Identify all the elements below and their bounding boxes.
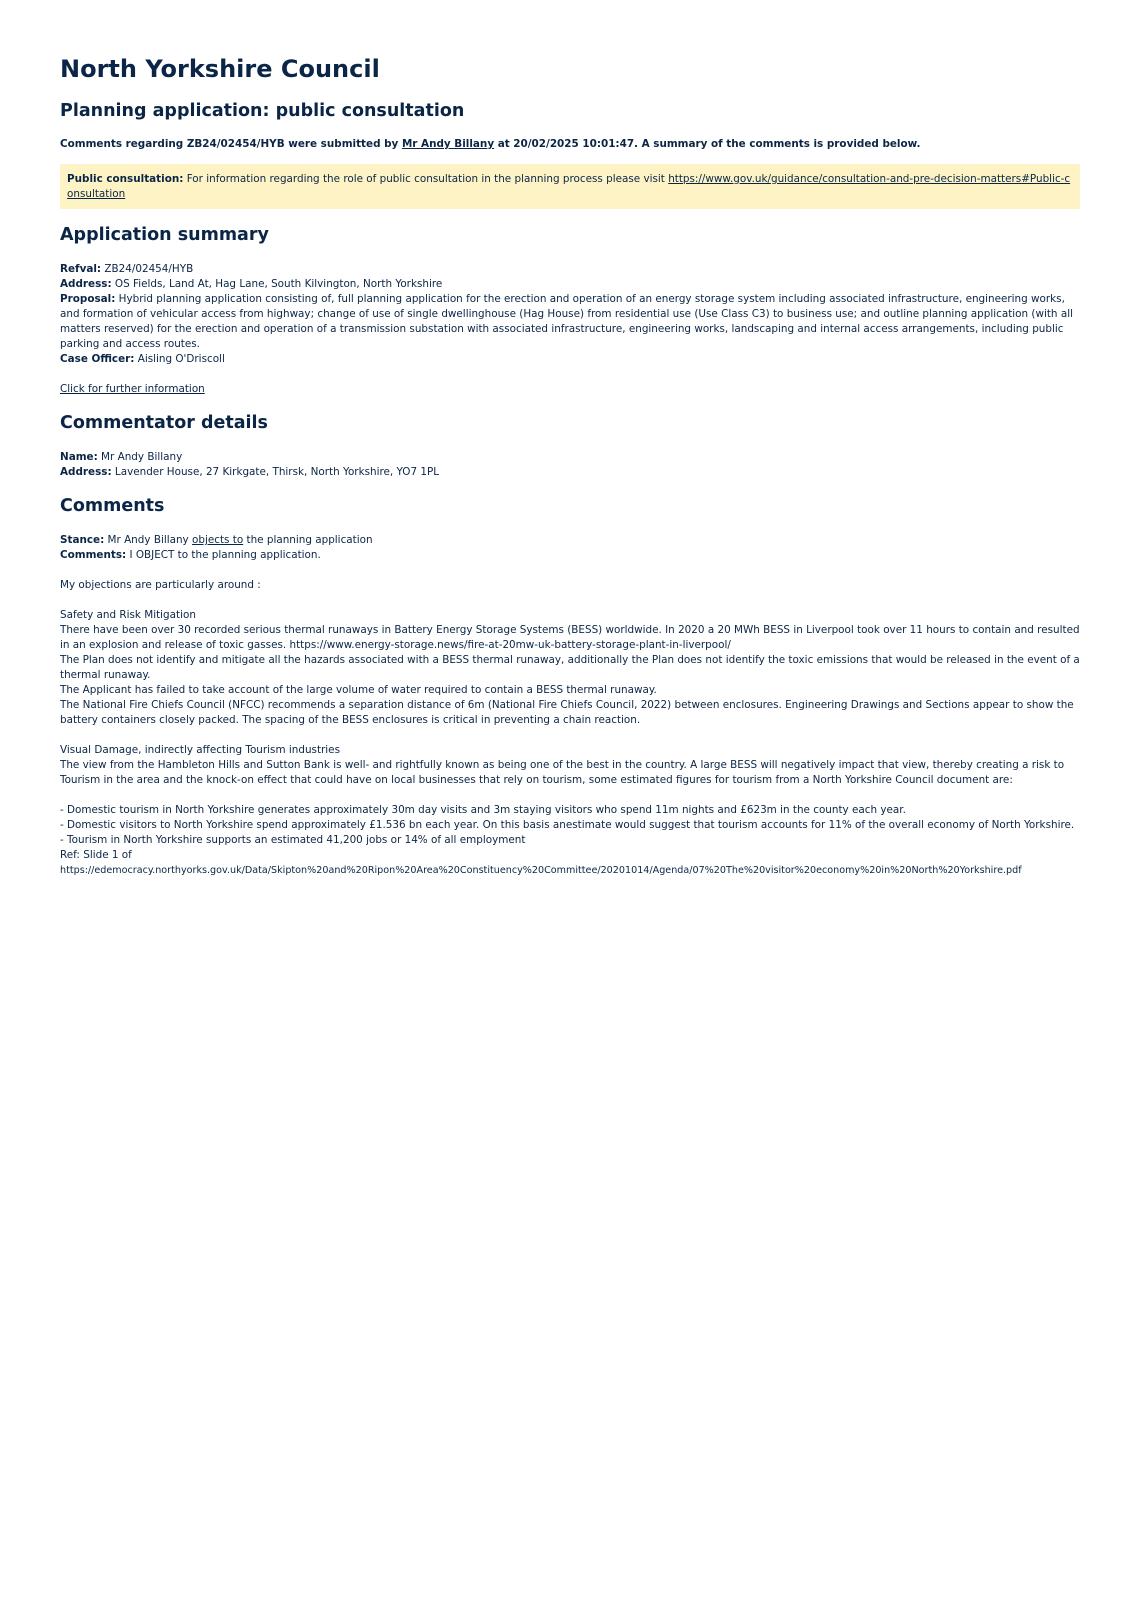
address-value: OS Fields, Land At, Hag Lane, South Kilvington, North Yorkshire	[111, 278, 443, 290]
address-label: Address:	[60, 278, 112, 290]
reference-label: Ref: Slide 1 of	[60, 849, 132, 861]
objections-intro: My objections are particularly around :	[60, 579, 261, 591]
commentator-name-value: Mr Andy Billany	[97, 451, 183, 463]
further-information-link[interactable]: Click for further information	[60, 383, 205, 395]
proposal-line	[60, 292, 1080, 352]
safety-heading: Safety and Risk Mitigation	[60, 609, 196, 621]
application-summary	[60, 262, 1080, 397]
refval-value: ZB24/02454/HYB	[101, 263, 194, 275]
visual-paragraph-1: The view from the Hambleton Hills and Sutton Bank is well- and rightfully known as being one of the best in the country. A large BESS will negatively impact that view, thereby creating a risk to Tourism in the area and the knock-on effect that could have on local businesses that rely on tourism, some estimated figures for tourism from a North Yorkshire Council document are:	[60, 759, 1065, 786]
refval-line	[60, 262, 1080, 277]
proposal-value: Hybrid planning application consisting of, full planning application for the erection and operation of an energy storage system including associated infrastructure, engineering works, and formation of vehicular access from highway; change of use of single dwellinghouse (Hag House) from residential use (Use Class C3) to business use; and outline planning application (with all matters reserved) for the erection and operation of a transmission substation with associated infrastructure, engineering works, landscaping and internal access arrangements, including public parking and access routes.	[60, 293, 1073, 350]
submission-line	[60, 137, 1080, 152]
further-info-line	[60, 382, 1080, 397]
notice-label: Public consultation:	[67, 173, 184, 185]
public-consultation-notice	[60, 164, 1080, 209]
address-line	[60, 277, 1080, 292]
stance-line	[60, 533, 1080, 548]
comments-line	[60, 548, 1080, 563]
reference-url: https://edemocracy.northyorks.gov.uk/Data/Skipton%20and%20Ripon%20Area%20Constituency%20Committee/20201014/Agenda/07%20The%20visitor%20economy%20in%20North%20Yorkshire.pdf	[60, 865, 1022, 876]
commentator-details-heading: Commentator details	[60, 413, 268, 433]
comments-intro: I OBJECT to the planning application.	[126, 549, 321, 561]
tourism-bullet-1: - Domestic tourism in North Yorkshire generates approximately 30m day visits and 3m staying visitors who spend 11m nights and £623m in the county each year.	[60, 804, 906, 816]
comments-body	[60, 533, 1080, 878]
comments-label: Comments:	[60, 549, 127, 561]
notice-body: For information regarding the role of public consultation in the planning process please visit	[183, 173, 669, 185]
visual-heading: Visual Damage, indirectly affecting Tourism industries	[60, 744, 340, 756]
refval-label: Refval:	[60, 263, 102, 275]
commentator-name-label: Name:	[60, 451, 98, 463]
safety-paragraph-2: The Plan does not identify and mitigate all the hazards associated with a BESS thermal runaway, additionally the Plan does not identify the toxic emissions that would be released in the event of a thermal runaway.	[60, 654, 1080, 681]
stance-suffix: the planning application	[243, 534, 373, 546]
case-officer-label: Case Officer:	[60, 353, 135, 365]
notice-text	[67, 172, 1072, 202]
comments-heading: Comments	[60, 496, 165, 516]
stance-label: Stance:	[60, 534, 105, 546]
stance-link[interactable]: objects to	[192, 534, 244, 546]
case-officer-value: Aisling O'Driscoll	[134, 353, 225, 365]
commentator-name-line	[60, 450, 1080, 465]
stance-prefix: Mr Andy Billany	[104, 534, 193, 546]
commentator-details	[60, 450, 1080, 480]
submission-prefix: Comments regarding ZB24/02454/HYB were submitted by	[60, 138, 402, 150]
commentator-address-label: Address:	[60, 466, 112, 478]
safety-paragraph-1: There have been over 30 recorded serious thermal runaways in Battery Energy Storage Systems (BESS) worldwide. In 2020 a 20 MWh BESS in Liverpool took over 11 hours to contain and resulted in an explosion and release of toxic gasses. https://www.energy-storage.news/fire-at-20mw-uk-battery-storage-plant-in-liverpool/	[60, 624, 1080, 651]
commentator-address-value: Lavender House, 27 Kirkgate, Thirsk, North Yorkshire, YO7 1PL	[111, 466, 440, 478]
proposal-label: Proposal:	[60, 293, 116, 305]
submission-suffix: at 20/02/2025 10:01:47. A summary of the comments is provided below.	[494, 138, 921, 150]
page-subtitle: Planning application: public consultation	[60, 101, 465, 121]
commentator-link[interactable]: Mr Andy Billany	[401, 138, 495, 150]
application-summary-heading: Application summary	[60, 225, 269, 245]
tourism-bullet-2: - Domestic visitors to North Yorkshire spend approximately £1.536 bn each year. On this basis anestimate would suggest that tourism accounts for 11% of the overall economy of North Yorkshire.	[60, 819, 1075, 831]
tourism-bullet-3: - Tourism in North Yorkshire supports an estimated 41,200 jobs or 14% of all employment	[60, 834, 526, 846]
council-title: North Yorkshire Council	[60, 55, 380, 83]
document-content	[60, 52, 1080, 878]
safety-paragraph-3: The Applicant has failed to take account of the large volume of water required to contain a BESS thermal runaway.	[60, 684, 657, 696]
safety-paragraph-4: The National Fire Chiefs Council (NFCC) recommends a separation distance of 6m (National Fire Chiefs Council, 2022) between enclosures. Engineering Drawings and Sections appear to show the battery containers closely packed. The spacing of the BESS enclosures is critical in preventing a chain reaction.	[60, 699, 1074, 726]
case-officer-line	[60, 352, 1080, 367]
gov-guidance-link[interactable]: https://www.gov.uk/guidance/consultation-and-pre-decision-matters#Public-consultation	[67, 173, 1071, 200]
commentator-address-line	[60, 465, 1080, 480]
